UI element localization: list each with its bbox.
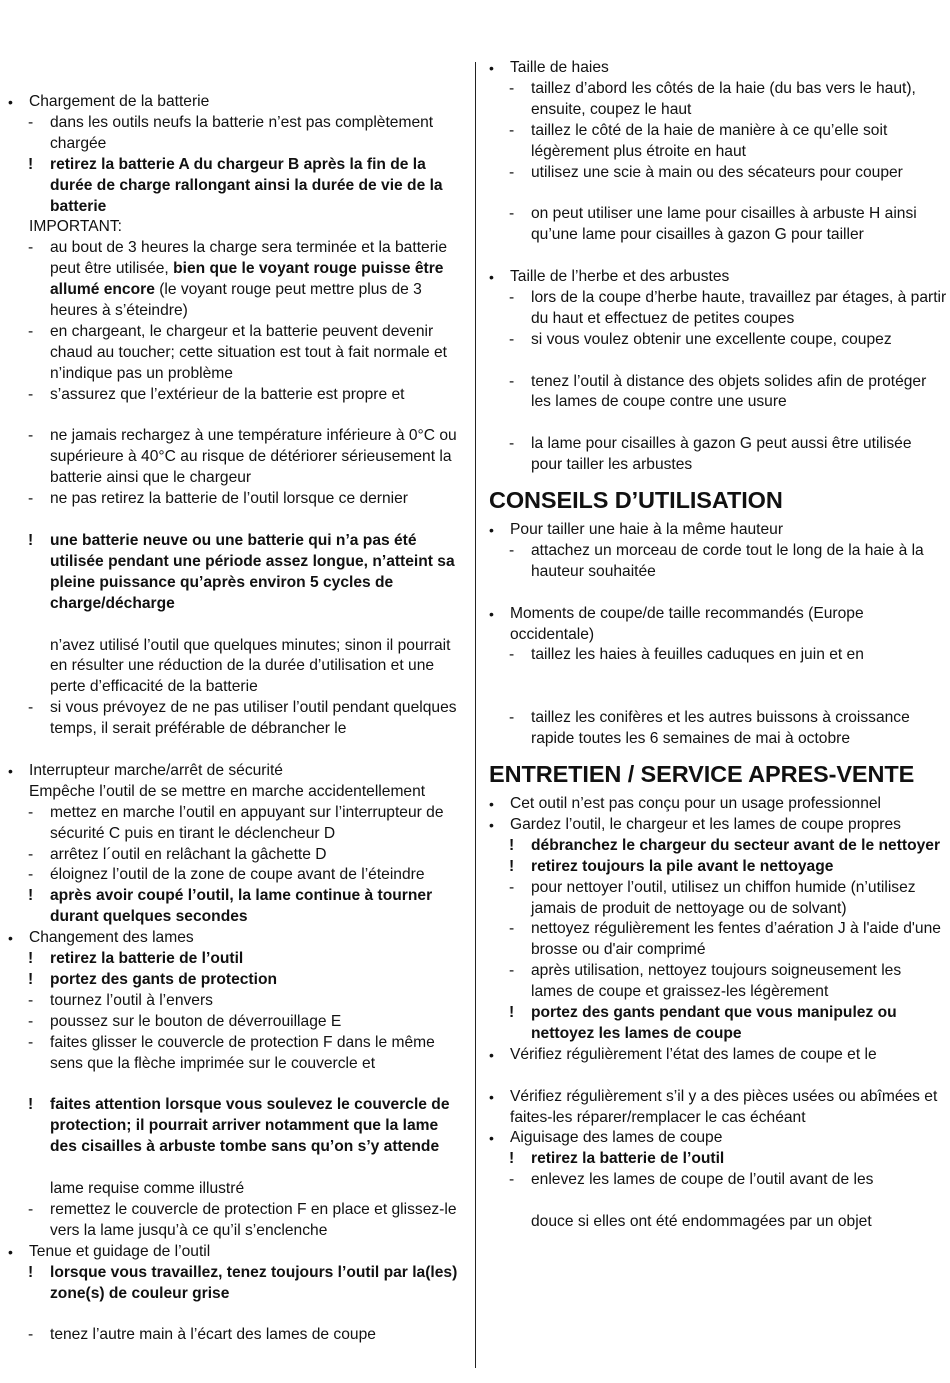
dash-item <box>8 385 468 406</box>
dash-item <box>489 708 947 750</box>
dash-item <box>8 322 468 385</box>
bullet-marker: • <box>489 1046 494 1063</box>
column-divider <box>475 62 476 1368</box>
paragraph <box>8 1179 468 1200</box>
dash-marker: - <box>28 845 34 863</box>
item-text: ne pas retirez la batterie de l’outil lorsque ce dernier <box>50 490 408 508</box>
dash-item <box>8 426 468 489</box>
spacer <box>8 1158 468 1179</box>
item-text: Changement des lames <box>29 929 194 947</box>
bullet-item <box>8 92 468 113</box>
item-text: on peut utiliser une lame pour cisailles à arbuste H ainsi qu’une lame pour cisailles à gazon G pour tailler <box>531 205 917 244</box>
bullet-marker: • <box>489 1088 494 1105</box>
dash-item <box>8 865 468 886</box>
dash-item <box>8 1200 468 1242</box>
warning-marker: ! <box>28 1096 34 1114</box>
item-text: Cet outil n’est pas conçu pour un usage professionnel <box>510 794 882 812</box>
warning-item <box>8 970 468 991</box>
item-text: faites attention lorsque vous soulevez le couvercle de protection; il pourrait arriver notamment que la lame des cisailles à arbuste tombe sans qu’on s’y attende <box>50 1096 450 1156</box>
item-text: taillez d’abord les côtés de la haie (du bas vers le haut), ensuite, coupez le haut <box>531 79 916 118</box>
dash-marker: - <box>28 385 34 403</box>
dash-marker: - <box>509 878 515 896</box>
spacer <box>8 510 468 531</box>
bullet-item <box>489 1128 947 1149</box>
dash-marker: - <box>28 803 34 821</box>
dash-marker: - <box>509 646 515 664</box>
item-text: Chargement de la batterie <box>29 93 210 110</box>
dash-marker: - <box>28 1200 34 1218</box>
item-text: arrêtez l´outil en relâchant la gâchette D <box>50 845 327 863</box>
dash-marker: - <box>509 79 515 97</box>
dash-item <box>489 434 947 476</box>
bullet-item <box>489 1045 947 1066</box>
item-text: pour nettoyer l’outil, utilisez un chiffon humide (n’utilisez jamais de produit de nettoyage ou de solvant) <box>531 878 916 917</box>
dash-item <box>489 163 947 184</box>
section-heading: ENTRETIEN / SERVICE APRES-VENTE <box>489 760 915 787</box>
dash-item <box>489 1170 947 1191</box>
warning-marker: ! <box>509 857 515 875</box>
item-text: taillez les haies à feuilles caduques en juin et en <box>531 646 864 664</box>
paragraph <box>8 217 468 238</box>
warning-marker: ! <box>28 971 34 988</box>
dash-marker: - <box>509 288 515 306</box>
bullet-item <box>489 604 947 646</box>
dash-item <box>8 1012 468 1033</box>
bullet-item <box>489 794 947 815</box>
item-text: Vérifiez régulièrement l’état des lames de coupe et le <box>510 1045 877 1063</box>
warning-item <box>8 531 468 615</box>
item-text: Vérifiez régulièrement s’il y a des pièces usées ou abîmées et faites-les réparer/remplacer le cas échéant <box>510 1087 938 1126</box>
paragraph <box>8 782 468 803</box>
item-text: Taille de haies <box>510 59 609 76</box>
dash-item <box>8 1325 468 1346</box>
dash-marker: - <box>509 435 515 453</box>
warning-item <box>8 1095 468 1158</box>
item-text: retirez la batterie de l’outil <box>50 950 244 968</box>
item-text: si vous voulez obtenir une excellente coupe, coupez <box>531 330 892 348</box>
item-text: tenez l’autre main à l’écart des lames de coupe <box>50 1326 376 1344</box>
dash-marker: - <box>28 991 34 1009</box>
bullet-item <box>8 928 468 949</box>
warning-marker: ! <box>28 950 34 968</box>
bullet-item <box>489 520 947 541</box>
bullet-marker: • <box>8 94 13 110</box>
dash-item <box>489 961 947 1003</box>
item-text: tenez l’outil à distance des objets solides afin de protéger les lames de coupe contre une usure <box>531 372 927 411</box>
bullet-marker: • <box>489 795 494 812</box>
item-text: Taille de l’herbe et des arbustes <box>510 268 730 286</box>
warning-item <box>489 857 947 878</box>
item-text: Aiguisage des lames de coupe <box>510 1129 723 1147</box>
item-text: portez des gants pendant que vous manipulez ou nettoyez les lames de coupe <box>531 1004 897 1042</box>
item-text: attachez un morceau de corde tout le long de la haie à la hauteur souhaitée <box>531 541 924 580</box>
warning-marker: ! <box>509 1150 515 1168</box>
warning-marker: ! <box>509 1004 515 1022</box>
bullet-marker: • <box>489 1130 494 1147</box>
dash-marker: - <box>509 372 515 390</box>
item-text: retirez toujours la pile avant le nettoyage <box>531 857 834 875</box>
spacer <box>489 351 947 372</box>
item-text: Interrupteur marche/arrêt de sécurité <box>29 761 283 779</box>
dash-marker: - <box>509 709 515 727</box>
spacer <box>489 413 947 434</box>
spacer <box>8 615 468 636</box>
spacer <box>489 183 947 204</box>
bullet-item <box>489 267 947 288</box>
left-column <box>8 92 468 1346</box>
item-text: en chargeant, le chargeur et la batterie peuvent devenir chaud au toucher; cette situation est tout à fait normale et n’indique pas un problème <box>50 322 448 382</box>
paragraph <box>8 636 468 699</box>
item-text: lame requise comme illustré <box>50 1180 245 1198</box>
dash-item <box>489 121 947 163</box>
item-text: retirez la batterie A du chargeur B après la fin de la durée de charge rallongant ainsi la durée de vie de la batterie <box>50 155 443 215</box>
dash-item <box>489 79 947 121</box>
dash-item <box>8 1033 468 1075</box>
bullet-marker: • <box>8 930 13 947</box>
bullet-item <box>8 761 468 782</box>
item-text: Moments de coupe/de taille recommandés (Europe occidentale) <box>510 604 864 643</box>
bullet-item <box>489 815 947 836</box>
dash-marker: - <box>509 121 515 139</box>
item-text: n’avez utilisé l’outil que quelques minutes; sinon il pourrait en résulter une réduction de la durée d’utilisation et une perte d’efficacité de la batterie <box>50 636 451 696</box>
item-text: après avoir coupé l’outil, la lame continue à tourner durant quelques secondes <box>50 887 433 926</box>
bullet-marker: • <box>489 60 494 76</box>
dash-item <box>8 113 468 155</box>
item-text: nettoyez régulièrement les fentes d’aération J à l'aide d'une brosse ou d'air comprimé <box>531 920 941 959</box>
dash-item <box>489 919 947 961</box>
spacer <box>8 406 468 427</box>
item-text: après utilisation, nettoyez toujours soigneusement les lames de coupe et graissez-les légèrement <box>531 962 902 1001</box>
spacer <box>489 687 947 708</box>
spacer <box>489 1066 947 1087</box>
warning-marker: ! <box>28 155 34 173</box>
item-text: utilisez une scie à main ou des sécateurs pour couper <box>531 163 903 181</box>
right-column <box>489 58 947 1233</box>
dash-marker: - <box>28 322 34 340</box>
item-text: taillez le côté de la haie de manière à ce qu’elle soit légèrement plus étroite en haut <box>531 121 888 160</box>
dash-item <box>8 845 468 866</box>
dash-item <box>8 489 468 510</box>
item-text: poussez sur le bouton de déverrouillage E <box>50 1012 342 1030</box>
text-span: au bout de 3 heures la charge sera terminée et la batterie peut être utilisée, <box>50 239 448 278</box>
dash-item <box>489 645 947 666</box>
dash-marker: - <box>28 113 34 131</box>
bullet-marker: • <box>8 1243 13 1260</box>
item-text: si vous prévoyez de ne pas utiliser l’outil pendant quelques temps, il serait préférable de débrancher le <box>50 699 457 738</box>
dash-marker: - <box>28 427 34 445</box>
dash-item <box>489 288 947 330</box>
item-text: Tenue et guidage de l’outil <box>29 1242 211 1260</box>
bold-text: bien que le voyant rouge puisse être allumé encore <box>50 260 444 299</box>
dash-item <box>489 372 947 414</box>
item-text: IMPORTANT: <box>29 218 122 236</box>
item-text: remettez le couvercle de protection F en place et glissez-le vers la lame jusqu’à ce qu’il s’enclenche <box>50 1200 457 1239</box>
bullet-marker: • <box>8 762 13 779</box>
item-text: débranchez le chargeur du secteur avant de le nettoyer <box>531 836 941 854</box>
dash-item <box>8 238 468 322</box>
dash-item <box>489 541 947 583</box>
spacer <box>8 1075 468 1096</box>
item-text: s’assurez que l’extérieur de la batterie est propre et <box>50 385 405 403</box>
warning-item <box>8 1263 468 1305</box>
bullet-item <box>489 1087 947 1129</box>
bullet-marker: • <box>489 816 494 833</box>
warning-marker: ! <box>509 836 515 854</box>
dash-marker: - <box>509 962 515 980</box>
spacer <box>489 246 947 267</box>
dash-marker: - <box>509 330 515 348</box>
item-text: mettez en marche l’outil en appuyant sur l’interrupteur de sécurité C puis en tirant le déclencheur D <box>50 803 444 842</box>
item-text: lors de la coupe d’herbe haute, travaillez par étages, à partir du haut et effectuez de petites coupes <box>531 288 947 327</box>
spacer <box>8 1304 468 1325</box>
item-text: enlevez les lames de coupe de l’outil avant de les <box>531 1171 874 1189</box>
dash-marker: - <box>28 490 34 508</box>
warning-marker: ! <box>28 532 34 549</box>
item-text: dans les outils neufs la batterie n’est pas complètement chargée <box>50 113 434 152</box>
spacer <box>8 740 468 761</box>
dash-marker: - <box>509 541 515 559</box>
dash-marker: - <box>509 205 515 223</box>
bullet-item <box>8 1242 468 1263</box>
item-text: ne jamais rechargez à une température inférieure à 0°C ou supérieure à 40°C au risque de détériorer sérieusement la batterie ainsi que le chargeur <box>50 427 457 487</box>
item-text: faites glisser le couvercle de protection F dans le même sens que la flèche imprimée sur le couvercle et <box>50 1033 435 1072</box>
item-text: Pour tailler une haie à la même hauteur <box>510 521 784 539</box>
item-text: douce si elles ont été endommagées par un objet <box>531 1213 872 1231</box>
item-text: portez des gants de protection <box>50 971 278 988</box>
dash-marker: - <box>509 163 515 181</box>
dash-marker: - <box>28 1033 34 1051</box>
dash-marker: - <box>28 239 34 257</box>
bullet-item <box>489 58 947 79</box>
warning-item <box>489 1003 947 1045</box>
dash-item <box>489 204 947 246</box>
section-heading: CONSEILS D’UTILISATION <box>489 487 783 514</box>
item-text: éloignez l’outil de la zone de coupe avant de l’éteindre <box>50 866 425 884</box>
dash-item <box>489 330 947 351</box>
dash-item <box>8 991 468 1012</box>
spacer <box>489 583 947 604</box>
warning-item <box>8 949 468 970</box>
item-text: retirez la batterie de l’outil <box>531 1150 725 1168</box>
dash-marker: - <box>28 1012 34 1030</box>
dash-marker: - <box>509 920 515 938</box>
dash-marker: - <box>28 1326 34 1344</box>
item-text: une batterie neuve ou une batterie qui n’a pas été utilisée pendant une période assez longue, n’atteint sa pleine puissance qu’après environ 5 cycles de charge/décharge <box>50 532 455 612</box>
dash-marker: - <box>28 699 34 717</box>
warning-item <box>489 1149 947 1170</box>
bullet-marker: • <box>489 269 494 286</box>
spacer <box>489 666 947 687</box>
item-text: taillez les conifères et les autres buissons à croissance rapide toutes les 6 semaines de mai à octobre <box>531 709 910 748</box>
text-span: (le voyant rouge peut mettre plus de 3 heures à s’éteindre) <box>50 281 422 320</box>
dash-item <box>8 803 468 845</box>
bullet-marker: • <box>489 522 494 539</box>
item-text <box>50 239 447 319</box>
warning-marker: ! <box>28 887 34 905</box>
bullet-marker: • <box>489 605 494 622</box>
warning-item <box>8 886 468 928</box>
dash-marker: - <box>509 1171 515 1189</box>
dash-marker: - <box>28 866 34 884</box>
warning-marker: ! <box>28 1263 34 1281</box>
paragraph <box>489 1212 947 1233</box>
item-text: Empêche l’outil de se mettre en marche accidentellement <box>29 782 426 800</box>
item-text: tournez l’outil à l’envers <box>50 991 213 1009</box>
item-text: la lame pour cisailles à gazon G peut aussi être utilisée pour tailler les arbustes <box>531 435 912 474</box>
item-text: Gardez l’outil, le chargeur et les lames de coupe propres <box>510 815 901 833</box>
warning-item <box>489 836 947 857</box>
dash-item <box>8 698 468 740</box>
spacer <box>489 1191 947 1212</box>
item-text: lorsque vous travaillez, tenez toujours l’outil par la(les) zone(s) de couleur grise <box>50 1263 458 1302</box>
warning-item <box>8 155 468 218</box>
dash-item <box>489 878 947 920</box>
